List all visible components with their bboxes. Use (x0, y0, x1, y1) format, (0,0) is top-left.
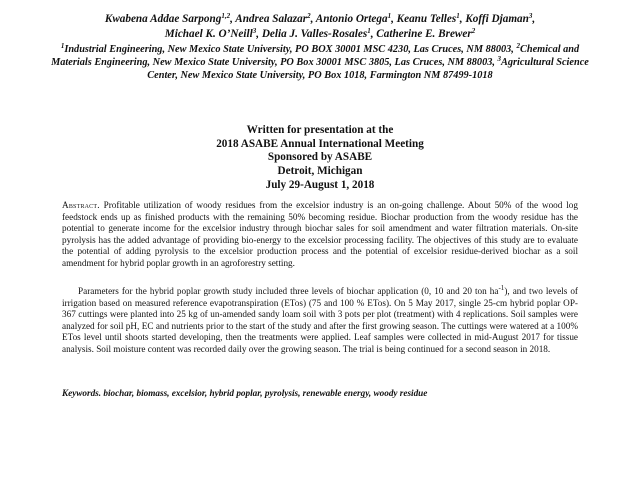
author-affiliation-mark: 1 (387, 12, 392, 20)
author-affiliation-mark: 3 (528, 12, 533, 20)
author-affiliation-mark: 1 (367, 26, 371, 35)
keywords-line: Keywords. biochar, biomass, excelsior, hybrid poplar, pyrolysis, renewable energy, woody residue (62, 388, 428, 398)
author-name: Andrea Salazar (235, 13, 308, 25)
author-name: Koffi Djaman (465, 13, 529, 25)
conference-line: July 29-August 1, 2018 (265, 178, 375, 191)
conference-line: Sponsored by ASABE (267, 151, 373, 164)
author-name: Kwabena Addae Sarpong (104, 13, 222, 25)
author-list: Kwabena Addae Sarpong$^{1,2}$, Andrea Salazar$^2$, Antonio Ortega$^1$, Keanu Telles$^1$, Koffi Djaman$^3$, Michael K. O’Neill$^3$, Delia J. Valles-Rosales$^1$, Catherine E. Brewer$^2$ (104, 12, 536, 40)
author-name: Antonio Ortega (315, 13, 388, 25)
abstract-paragraph (62, 200, 578, 269)
affiliation-mark: 3 (497, 54, 502, 63)
affiliations (44, 44, 596, 82)
unit-exponent: -1 (498, 284, 505, 292)
conference-info (120, 124, 520, 193)
author-name: Delia J. Valles-Rosales (261, 27, 368, 40)
author-name: Michael K. O’Neill (164, 27, 253, 40)
author-affiliation-mark: 2 (307, 12, 311, 20)
affiliation-text: Agricultural Science Center, New Mexico State University, PO Box 1018, Farmington NM 87499-1018 (147, 56, 589, 81)
affiliation-mark: 1 (60, 42, 65, 50)
conference-line: Detroit, Michigan (277, 165, 363, 178)
affiliation-text: Industrial Engineering, New Mexico State University, PO BOX 30001 MSC 4230, Las Cruces, NM 88003, (64, 44, 517, 55)
author-name: Keanu Telles (396, 13, 457, 25)
author-affiliation-mark: 1,2 (221, 12, 231, 20)
methods-paragraph (62, 286, 578, 355)
paragraph-text: Parameters for the hybrid poplar growth study included three levels of biochar application (0, 10 and 20 ton ha (78, 286, 499, 296)
affiliation-mark: 2 (516, 42, 520, 50)
author-name: Catherine E. Brewer (376, 27, 472, 40)
author-affiliation-mark: 1 (456, 12, 460, 20)
conference-line: Written for presentation at the (246, 124, 394, 136)
affiliation-text: Chemical and Materials Engineering, New Mexico State University, PO Box 30001 MSC 3805, Las Cruces, NM 88003, (51, 44, 580, 68)
conference-line: 2018 ASABE Annual International Meeting (216, 137, 424, 150)
author-affiliation-mark: 3 (252, 26, 257, 35)
abstract-text: Profitable utilization of woody residues from the excelsior industry is an on-going challenge. About 50% of the wood log feedstock ends up as finished products with the remaining 50% becoming residue. Biochar production from the woody residue has the potential to generate income for the excelsior industry through biochar sales for soil amendment and water filtration materials. On-site pyrolysis has the added advantage of providing bio-energy to the excelsior processing facility. The objectives of this study are to evaluate the potential of adding pyrolysis to the excelsior production process and the potential of excelsior residue-derived biochar as a soil amendment for hybrid poplar growth in an agroforestry setting. (62, 200, 578, 268)
abstract-label: Abstract. (62, 200, 100, 210)
paragraph-text: ), and two levels of irrigation based on measured reference evapotranspiration (ETos) (75 and 100 % ETos). On 5 May 2017, single 25-cm hybrid poplar OP-367 cuttings were planted into 25 kg of un-amended sandy loam soil with 3 pots per plot (treatment) with 4 replications. Soil samples were analyzed for soil pH, EC and nutrients prior to the start of the study and after the first growing season. The cuttings were watered at a 100% ETos level until shoots started developing, then the treatments were applied. Leaf samples were collected in mid-August 2017 for tissue analysis. Soil moisture content was recorded daily over the growing season. The trial is being continued for a second season in 2018. (62, 286, 578, 354)
author-affiliation-mark: 2 (471, 26, 476, 35)
